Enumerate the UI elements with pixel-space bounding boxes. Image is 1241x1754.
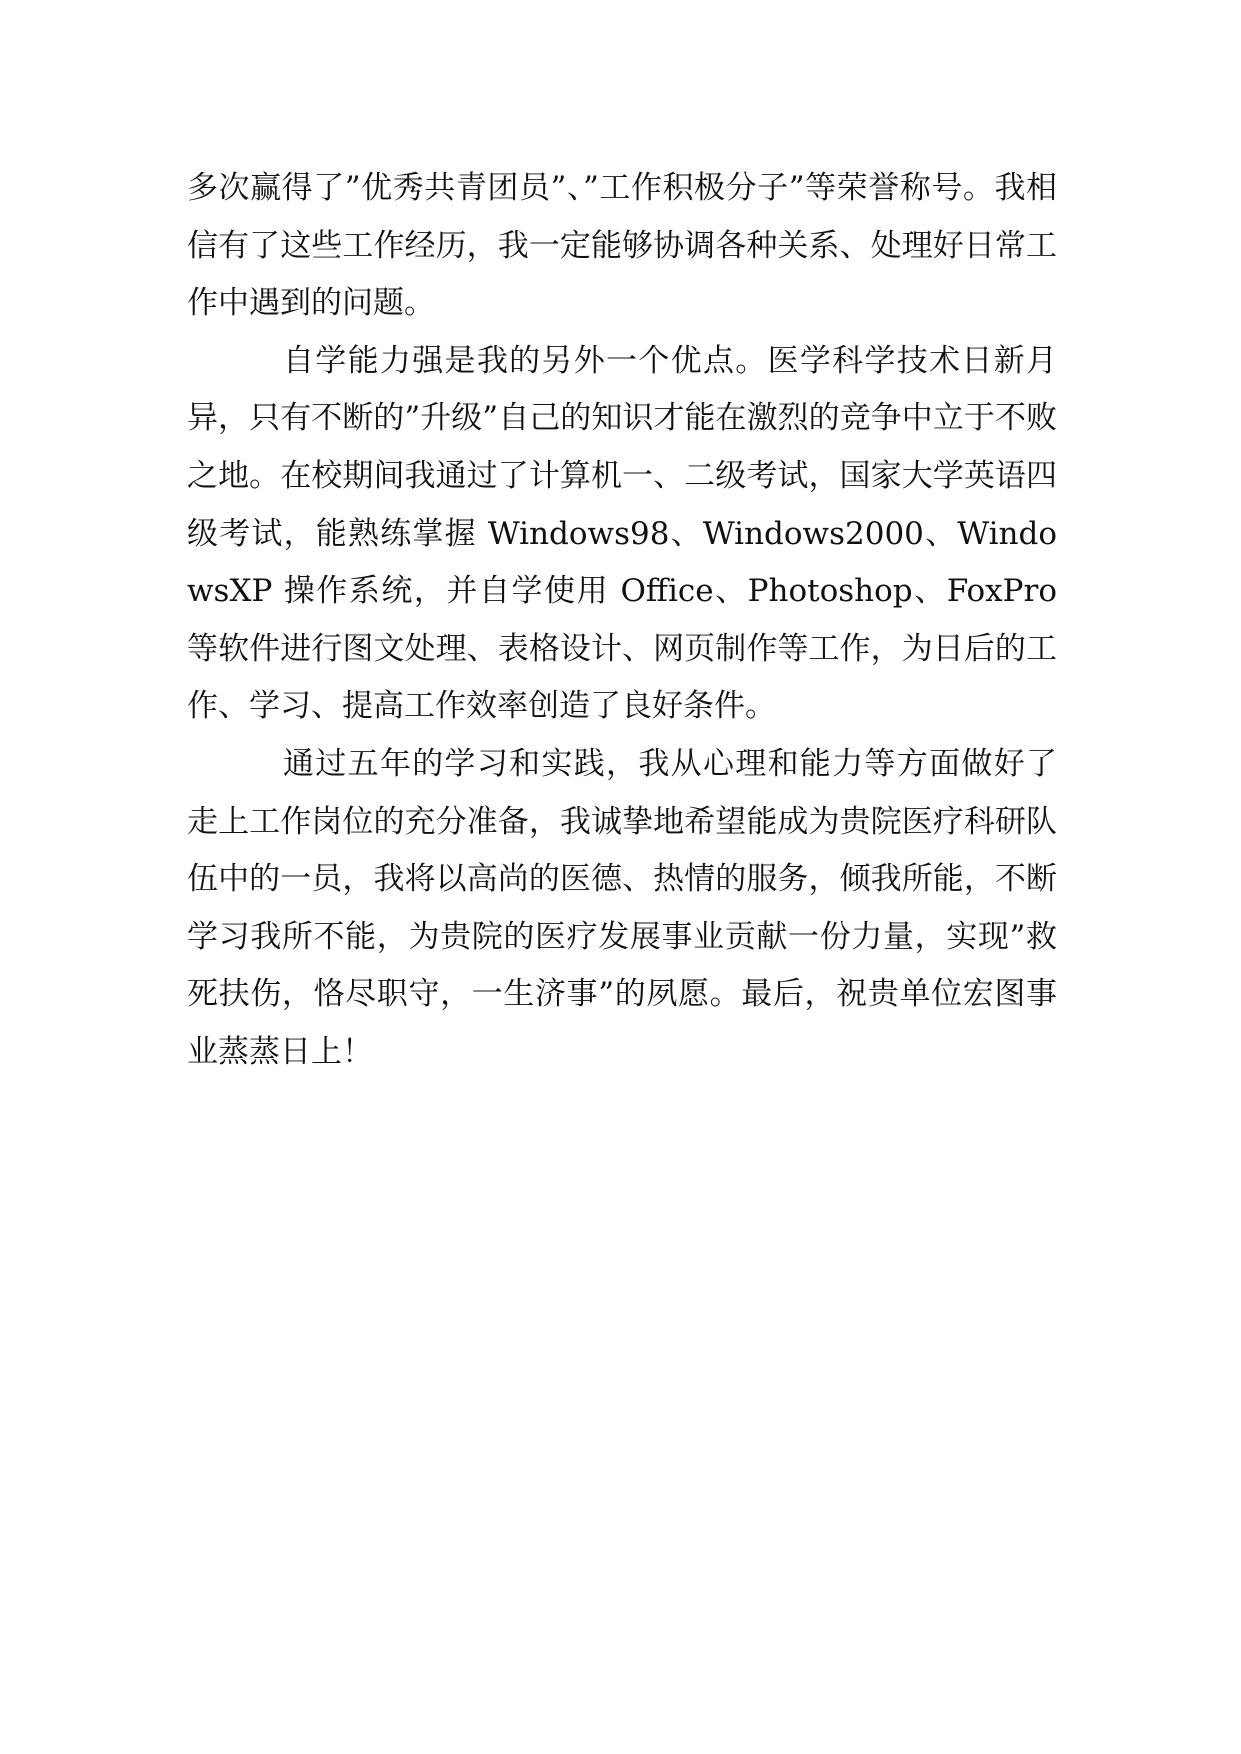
document-body xyxy=(187,160,1057,1082)
paragraph-self-learning: 自学能力强是我的另外一个优点。医学科学技术日新月异，只有不断的”升级”自己的知识才能在激烈的竞争中立于不败之地。在校期间我通过了计算机一、二级考试，国家大学英语四级考试，能熟练掌握 Windows98、Windows2000、WindowsXP 操作系统，并自学使用 Office、Photoshop、FoxPro 等软件进行图文处理、表格设计、网页制作等工作，为日后的工作、学习、提高工作效率创造了良好条件。 xyxy=(187,342,1057,725)
paragraph-conclusion: 通过五年的学习和实践，我从心理和能力等方面做好了走上工作岗位的充分准备，我诚挚地希望能成为贵院医疗科研队伍中的一员，我将以高尚的医德、热情的服务，倾我所能，不断学习我所不能，为贵院的医疗发展事业贡献一份力量，实现”救死扶伤，恪尽职守，一生济事”的夙愿。最后，祝贵单位宏图事业蒸蒸日上！ xyxy=(187,745,1057,1070)
paragraph-honors: 多次赢得了”优秀共青团员”、”工作积极分子”等荣誉称号。我相信有了这些工作经历，我一定能够协调各种关系、处理好日常工作中遇到的问题。 xyxy=(187,170,1057,322)
